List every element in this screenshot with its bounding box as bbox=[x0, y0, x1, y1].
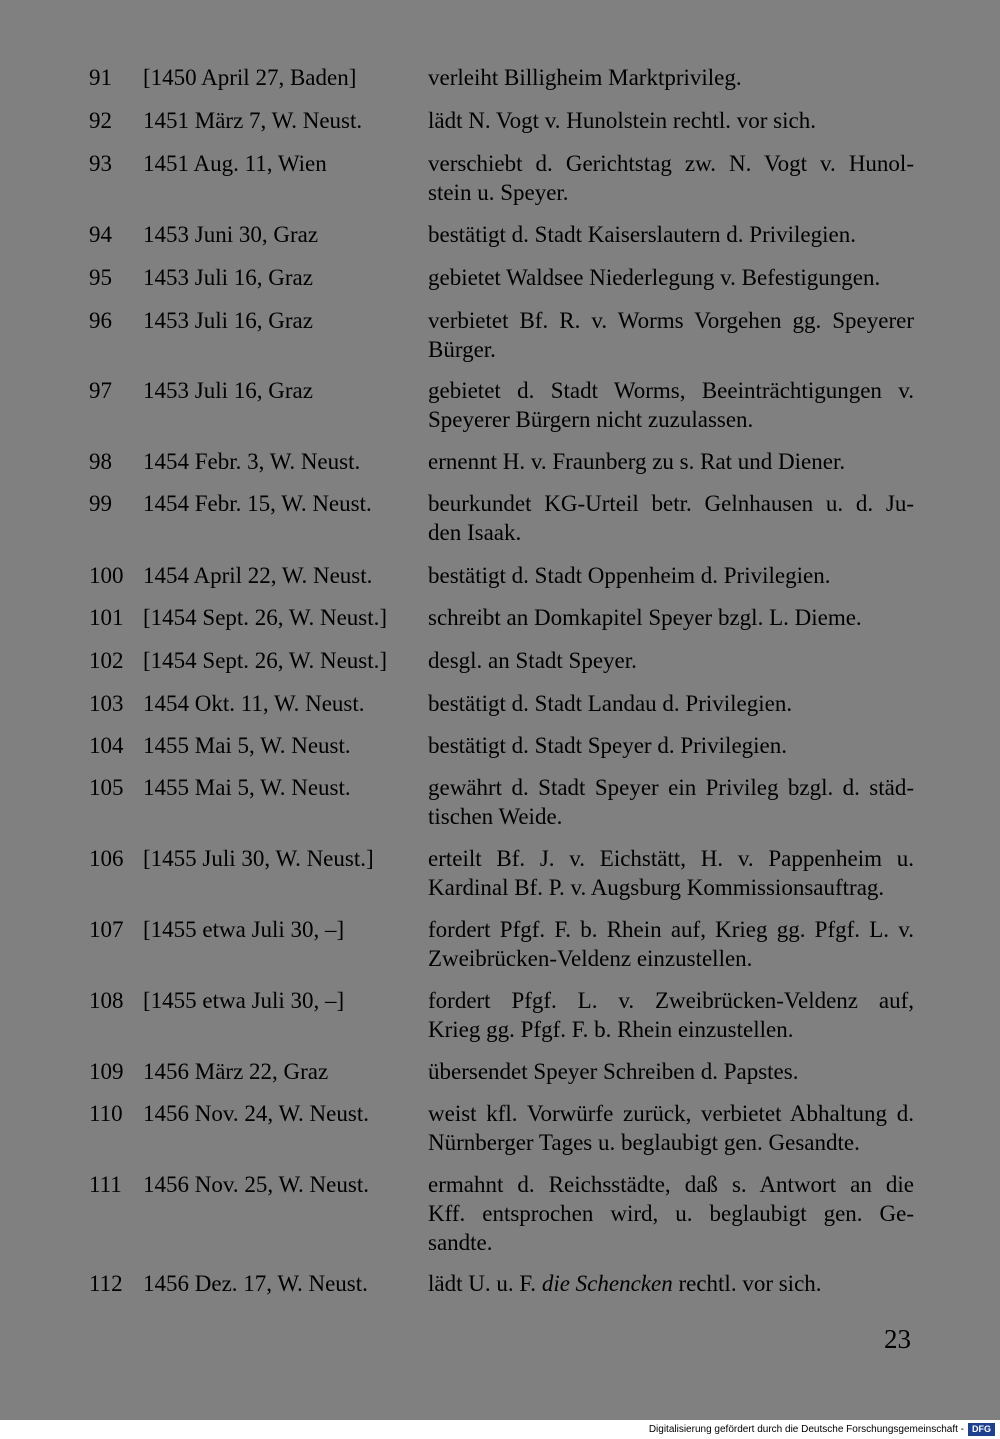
entry-number: 112 bbox=[89, 1271, 123, 1296]
entry-text bbox=[428, 63, 914, 92]
entry-text-line: ermahnt d. Reichsstädte, daß s. Antwort an die bbox=[428, 1172, 914, 1197]
entry-text-line: bestätigt d. Stadt Landau d. Privilegien. bbox=[428, 691, 793, 716]
entry-text bbox=[428, 220, 914, 249]
entry-text-line: Nürnberger Tages u. beglaubigt gen. Gesandte. bbox=[428, 1130, 860, 1155]
entry-text-line: bestätigt d. Stadt Speyer d. Privilegien. bbox=[428, 733, 788, 758]
entry-text-line: schreibt an Domkapitel Speyer bzgl. L. Dieme. bbox=[428, 605, 862, 630]
entry-number: 108 bbox=[89, 988, 124, 1013]
entry-text-line: sandte. bbox=[428, 1230, 493, 1255]
entry-text-line: verbietet Bf. R. v. Worms Vorgehen gg. Speyerer bbox=[428, 308, 914, 333]
entry-text bbox=[428, 106, 914, 135]
entry-date: 1453 Juli 16, Graz bbox=[143, 308, 313, 333]
entry-text-line: bestätigt d. Stadt Oppenheim d. Privilegien. bbox=[428, 563, 831, 588]
entry-text-line: verleiht Billigheim Marktprivileg. bbox=[428, 65, 742, 90]
entry-number: 94 bbox=[89, 222, 112, 247]
entry-text bbox=[428, 844, 914, 902]
entry-text-line: Kardinal Bf. P. v. Augsburg Kommissionsauftrag. bbox=[428, 875, 885, 900]
entry-text-part: lädt U. u. F. bbox=[428, 1271, 542, 1296]
entry-number: 95 bbox=[89, 265, 112, 290]
entry-text bbox=[428, 376, 914, 434]
entry-text bbox=[428, 263, 914, 292]
page-number: 23 bbox=[884, 1324, 911, 1354]
entry-text bbox=[428, 489, 914, 547]
entry-text-line: gewährt d. Stadt Speyer ein Privileg bzgl. d. städ- bbox=[428, 775, 914, 800]
entry-date: 1453 Juli 16, Graz bbox=[143, 378, 313, 403]
entry-date: 1451 März 7, W. Neust. bbox=[143, 108, 363, 133]
entry-date: 1455 Mai 5, W. Neust. bbox=[143, 733, 351, 758]
entry-date: [1450 April 27, Baden] bbox=[143, 65, 357, 90]
entry-text-line: gebietet d. Stadt Worms, Beeinträchtigungen v. bbox=[428, 378, 914, 403]
entry-text-line: fordert Pfgf. L. v. Zweibrücken-Veldenz auf, bbox=[428, 988, 914, 1013]
entry-number: 93 bbox=[89, 151, 112, 176]
entry-number: 109 bbox=[89, 1059, 124, 1084]
entry-text-italic: die Schencken bbox=[541, 1271, 673, 1296]
entry-text bbox=[428, 689, 914, 718]
entry-text-line: Speyerer Bürgern nicht zuzulassen. bbox=[428, 407, 754, 432]
entry-date: [1454 Sept. 26, W. Neust.] bbox=[143, 605, 388, 630]
entry-date: [1455 etwa Juli 30, –] bbox=[143, 917, 345, 942]
entry-text-line: erteilt Bf. J. v. Eichstätt, H. v. Pappenheim u. bbox=[428, 846, 914, 871]
entry-date: 1454 April 22, W. Neust. bbox=[143, 563, 373, 588]
entry-text-line: stein u. Speyer. bbox=[428, 180, 569, 205]
entry-date: 1456 März 22, Graz bbox=[143, 1059, 329, 1084]
entry-text-line: gebietet Waldsee Niederlegung v. Befestigungen. bbox=[428, 265, 881, 290]
entry-text-line: fordert Pfgf. F. b. Rhein auf, Krieg gg. Pfgf. L. v. bbox=[428, 917, 914, 942]
entry-text-line: übersendet Speyer Schreiben d. Papstes. bbox=[428, 1059, 799, 1084]
entry-date: 1456 Nov. 25, W. Neust. bbox=[143, 1172, 369, 1197]
entry-text-line: bestätigt d. Stadt Kaiserslautern d. Privilegien. bbox=[428, 222, 856, 247]
entry-number: 98 bbox=[89, 449, 112, 474]
entry-text bbox=[428, 1099, 914, 1157]
entry-text-line: Kff. entsprochen wird, u. beglaubigt gen. Ge- bbox=[428, 1201, 914, 1226]
entry-text-line: Bürger. bbox=[428, 337, 496, 362]
footer-bar bbox=[0, 1420, 1000, 1439]
entry-date: 1455 Mai 5, W. Neust. bbox=[143, 775, 351, 800]
entry-number: 96 bbox=[89, 308, 112, 333]
entry-text bbox=[428, 149, 914, 207]
entry-date: 1451 Aug. 11, Wien bbox=[143, 151, 327, 176]
entry-text-line: ernennt H. v. Fraunberg zu s. Rat und Diener. bbox=[428, 449, 846, 474]
entry-number: 107 bbox=[89, 917, 124, 942]
entry-text bbox=[428, 773, 914, 831]
entry-text bbox=[428, 915, 914, 973]
entry-number: 100 bbox=[89, 563, 124, 588]
entry-date: 1454 Okt. 11, W. Neust. bbox=[143, 691, 365, 716]
entry-text-line: Zweibrücken-Veldenz einzustellen. bbox=[428, 946, 753, 971]
entry-text bbox=[428, 1170, 914, 1257]
entry-number: 104 bbox=[89, 733, 124, 758]
entry-text-line: lädt N. Vogt v. Hunolstein rechtl. vor sich. bbox=[428, 108, 816, 133]
entry-number: 101 bbox=[89, 605, 124, 630]
entry-date: 1456 Dez. 17, W. Neust. bbox=[143, 1271, 368, 1296]
entry-date: [1455 etwa Juli 30, –] bbox=[143, 988, 345, 1013]
entry-text-line: beurkundet KG-Urteil betr. Gelnhausen u. d. Ju- bbox=[428, 491, 914, 516]
entry-text bbox=[428, 646, 914, 675]
entry-text bbox=[428, 603, 914, 632]
entry-text-line: weist kfl. Vorwürfe zurück, verbietet Abhaltung d. bbox=[428, 1101, 914, 1126]
dfg-logo: DFG bbox=[968, 1423, 995, 1436]
entry-number: 91 bbox=[89, 65, 112, 90]
entry-number: 105 bbox=[89, 775, 124, 800]
entry-text bbox=[428, 1057, 914, 1086]
entry-date: [1455 Juli 30, W. Neust.] bbox=[143, 846, 374, 871]
entry-text-line: verschiebt d. Gerichtstag zw. N. Vogt v. Hunol- bbox=[428, 151, 914, 176]
entry-text-line: desgl. an Stadt Speyer. bbox=[428, 648, 637, 673]
entry-number: 106 bbox=[89, 846, 124, 871]
entry-number: 103 bbox=[89, 691, 124, 716]
entry-number: 110 bbox=[89, 1101, 123, 1126]
entry-date: 1454 Febr. 3, W. Neust. bbox=[143, 449, 361, 474]
entry-number: 99 bbox=[89, 491, 112, 516]
entry-text-line: tischen Weide. bbox=[428, 804, 563, 829]
entry-date: 1454 Febr. 15, W. Neust. bbox=[143, 491, 372, 516]
entry-text bbox=[428, 561, 914, 590]
entry-date: 1453 Juni 30, Graz bbox=[143, 222, 319, 247]
entry-text bbox=[428, 986, 914, 1044]
entry-text-part: rechtl. vor sich. bbox=[672, 1271, 822, 1296]
entry-number: 111 bbox=[89, 1172, 122, 1197]
entry-text bbox=[428, 306, 914, 364]
entry-date: 1453 Juli 16, Graz bbox=[143, 265, 313, 290]
entry-text-line bbox=[428, 1269, 914, 1298]
entry-date: [1454 Sept. 26, W. Neust.] bbox=[143, 648, 388, 673]
entry-number: 97 bbox=[89, 378, 112, 403]
entry-text-line: den Isaak. bbox=[428, 520, 522, 545]
entry-date: 1456 Nov. 24, W. Neust. bbox=[143, 1101, 369, 1126]
entry-text bbox=[428, 447, 914, 476]
entry-number: 102 bbox=[89, 648, 124, 673]
entry-text bbox=[428, 1269, 914, 1298]
footer-credit: Digitalisierung gefördert durch die Deutsche Forschungsgemeinschaft - bbox=[648, 1424, 964, 1435]
entry-text-line: Krieg gg. Pfgf. F. b. Rhein einzustellen. bbox=[428, 1017, 794, 1042]
entry-number: 92 bbox=[89, 108, 112, 133]
entry-text bbox=[428, 731, 914, 760]
